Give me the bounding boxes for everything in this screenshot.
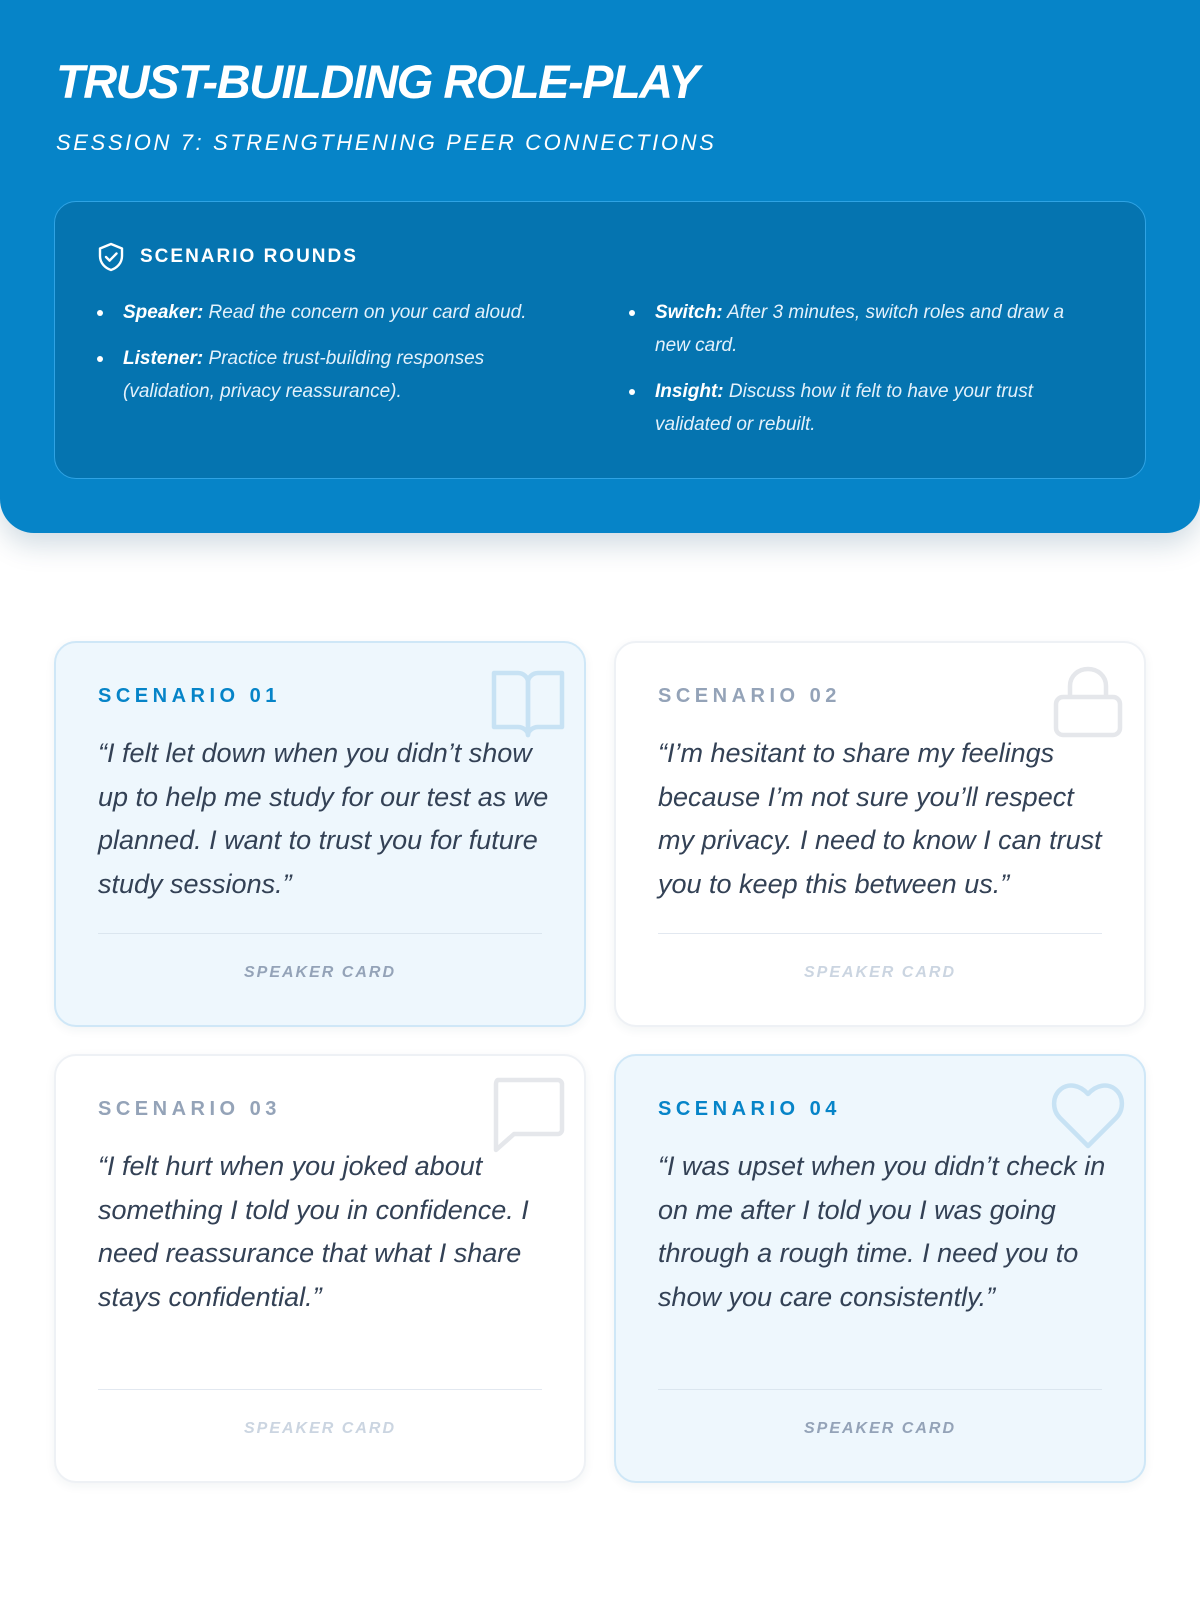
card-footer-label: SPEAKER CARD — [243, 964, 396, 981]
rule-text: After 3 minutes, switch roles and draw a new card. — [655, 302, 1065, 356]
scenario-tag: SCENARIO 02 — [658, 685, 841, 707]
chat-bubble-icon — [488, 1074, 568, 1154]
book-icon — [488, 661, 568, 741]
rule-label: Insight: — [655, 381, 724, 402]
scenario-quote: “I felt hurt when you joked about something I told you in confidence. I need reassurance that what I share stays confidential.” — [98, 1151, 529, 1312]
card-footer-label: SPEAKER CARD — [243, 1420, 396, 1437]
rule-text: Read the concern on your card aloud. — [203, 302, 527, 323]
card-divider — [658, 933, 1102, 934]
scenario-card-03[interactable] — [54, 1054, 586, 1483]
scenario-rounds-panel — [54, 201, 1146, 479]
scenario-quote: “I was upset when you didn’t check in on me after I told you I was going through a rough time. I need you to show you care consistently.” — [658, 1151, 1106, 1312]
card-divider — [98, 1389, 542, 1390]
card-footer-label: SPEAKER CARD — [803, 964, 956, 981]
scenario-rounds-title: SCENARIO ROUNDS — [140, 246, 358, 267]
scenario-card-01[interactable] — [54, 641, 586, 1027]
rule-text: Discuss how it felt to have your trust validated or rebuilt. — [655, 381, 1034, 435]
card-divider — [98, 933, 542, 934]
scenario-tag: SCENARIO 03 — [98, 1098, 281, 1120]
rules-list-right — [629, 296, 1094, 454]
rule-text: Practice trust-building responses (validation, privacy reassurance). — [123, 348, 485, 402]
rule-label: Listener: — [123, 348, 204, 369]
rules-list-left — [97, 296, 562, 421]
scenario-quote: “I felt let down when you didn’t show up to help me study for our test as we planned. I want to trust you for future study sessions.” — [98, 738, 549, 899]
rule-listener — [97, 342, 562, 408]
card-divider — [658, 1389, 1102, 1390]
scenario-card-04[interactable] — [614, 1054, 1146, 1483]
header-banner — [0, 0, 1200, 533]
shield-check-icon — [97, 242, 125, 272]
rule-label: Speaker: — [123, 302, 204, 323]
scenario-rounds-header — [97, 242, 358, 272]
rule-insight — [629, 375, 1094, 441]
card-footer-label: SPEAKER CARD — [803, 1420, 956, 1437]
rule-speaker — [97, 296, 562, 329]
scenario-quote: “I’m hesitant to share my feelings because I’m not sure you’ll respect my privacy. I need to know I can trust you to keep this between us.” — [658, 738, 1102, 899]
page-title: TRUST-BUILDING ROLE-PLAY — [56, 55, 698, 108]
lock-icon — [1048, 661, 1128, 741]
rule-switch — [629, 296, 1094, 362]
rule-label: Switch: — [655, 302, 723, 323]
scenario-card-02[interactable] — [614, 641, 1146, 1027]
heart-icon — [1048, 1074, 1128, 1154]
page-subtitle: SESSION 7: STRENGTHENING PEER CONNECTIONS — [56, 130, 717, 155]
scenario-tag: SCENARIO 01 — [98, 685, 281, 707]
scenario-tag: SCENARIO 04 — [658, 1098, 841, 1120]
